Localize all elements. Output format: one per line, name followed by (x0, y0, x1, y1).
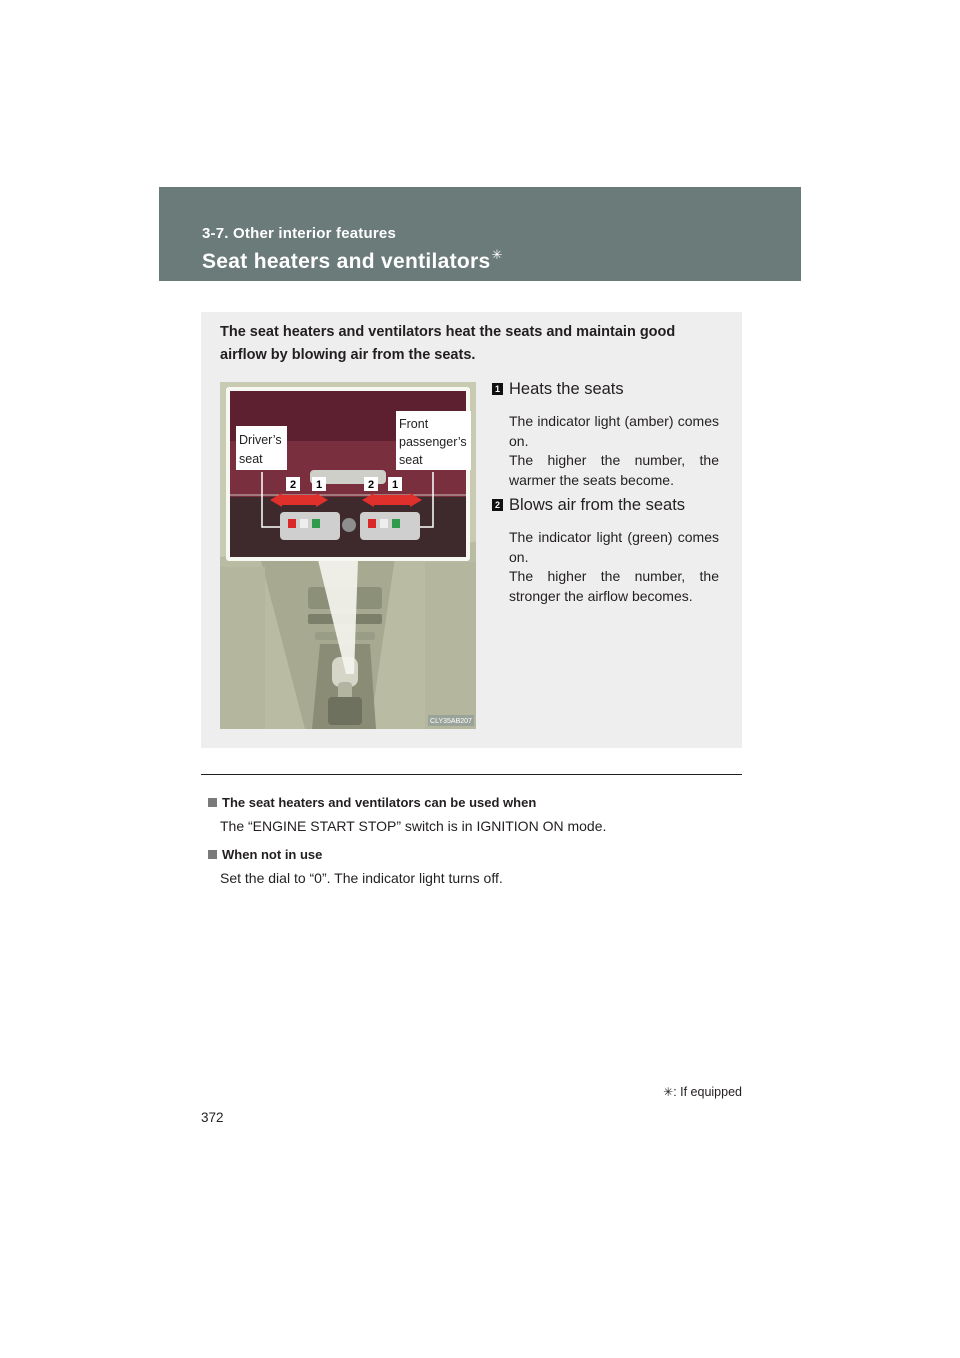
passenger-seat-label-line2: passenger’s (399, 435, 467, 449)
ventilator-heading: Blows air from the seats (509, 496, 686, 514)
console-illustration (220, 382, 476, 729)
page-title-text: Seat heaters and ventilators (202, 250, 491, 273)
note-body: Set the dial to “0”. The indicator light turns off. (220, 870, 503, 886)
asterisk-icon: ✳ (663, 1085, 674, 1099)
ventilator-description-line1: The indicator light (green) comes on. (509, 529, 719, 565)
passenger-seat-label-line1: Front (399, 417, 429, 431)
image-code: CLY35AB207 (430, 718, 472, 725)
bullet-square-icon (208, 850, 217, 859)
page-number: 372 (201, 1110, 224, 1125)
arrow-number-passenger-2: 2 (367, 479, 375, 491)
arrow-number-passenger-1: 1 (391, 479, 399, 491)
if-equipped-mark: ✳ (491, 247, 503, 262)
item-marker-1: 1 (492, 383, 503, 395)
note-usage-condition (208, 795, 748, 834)
section-label: 3-7. Other interior features (202, 225, 396, 242)
page-title (202, 247, 503, 274)
ventilator-description (509, 528, 719, 606)
console-illustration-svg (220, 382, 476, 729)
driver-seat-label-line1: Driver’s (239, 433, 282, 447)
passenger-seat-label-line3: seat (399, 453, 423, 467)
heater-description-line1: The indicator light (amber) comes on. (509, 413, 719, 449)
section-divider (201, 774, 742, 775)
note-when-not-in-use (208, 847, 748, 886)
footnote (663, 1085, 742, 1099)
note-title (208, 847, 748, 862)
arrow-number-driver-2: 2 (289, 479, 297, 491)
note-title (208, 795, 748, 810)
ventilator-description-line2: The higher the number, the stronger the airflow becomes. (509, 568, 719, 604)
arrow-number-driver-1: 1 (315, 479, 323, 491)
note-title-text: The seat heaters and ventilators can be used when (222, 795, 537, 810)
footnote-text: : If equipped (673, 1085, 742, 1099)
heater-heading: Heats the seats (509, 380, 624, 398)
driver-seat-label-line2: seat (239, 452, 263, 466)
intro-text: The seat heaters and ventilators heat the seats and maintain good airflow by blowing air from the seats. (220, 324, 676, 363)
note-body: The “ENGINE START STOP” switch is in IGNITION ON mode. (220, 818, 607, 834)
heater-description (509, 412, 719, 490)
overview-panel (201, 312, 742, 748)
item-marker-2: 2 (492, 499, 503, 511)
bullet-square-icon (208, 798, 217, 807)
note-title-text: When not in use (222, 847, 323, 862)
page-header (159, 187, 801, 281)
heater-description-line2: The higher the number, the warmer the seats become. (509, 452, 719, 488)
